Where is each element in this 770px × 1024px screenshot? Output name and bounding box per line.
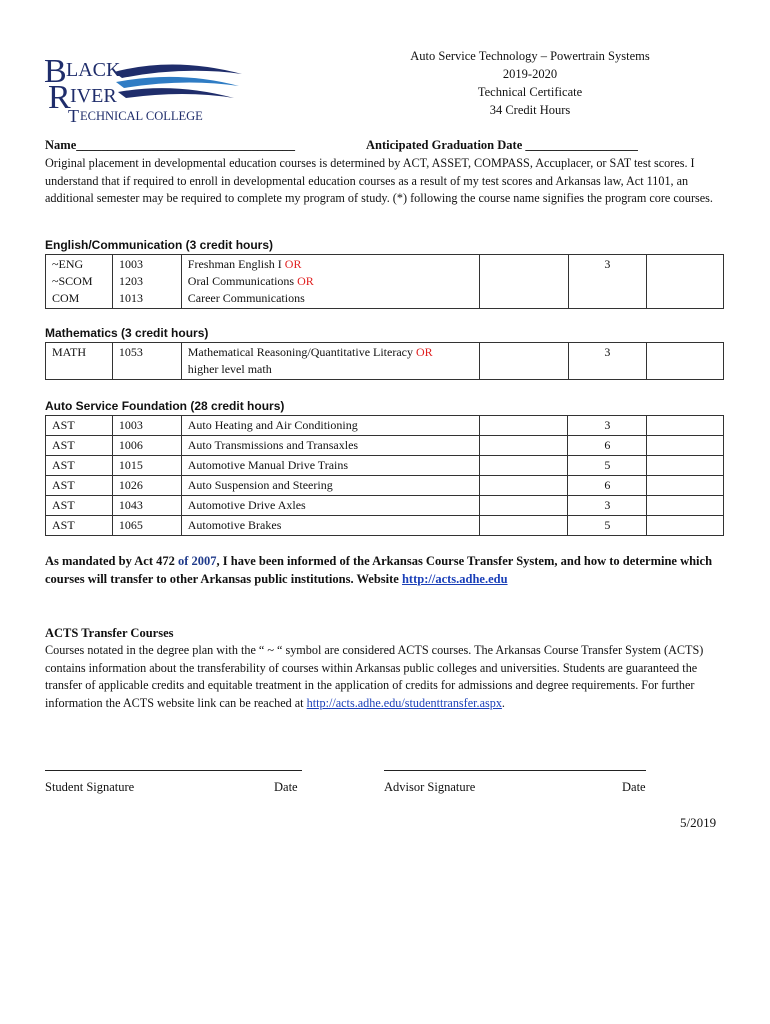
blank-cell [479, 476, 568, 496]
acts-transfer-link[interactable]: http://acts.adhe.edu/studenttransfer.aspx [306, 695, 502, 710]
course-credits: 5 [568, 456, 647, 476]
blank-cell [479, 255, 568, 309]
course-prefix: AST [46, 516, 113, 536]
name-field-label: Name___________________________________ [45, 138, 295, 152]
blank-cell [479, 516, 568, 536]
mandate-text-cont: , I have been informed of the Arkansas Course Transfer System, and how to determine which courses will transfer to other Arkansas public institutions. Website [45, 554, 713, 586]
course-prefix: AST [46, 416, 113, 436]
program-credential: Technical Certificate [477, 85, 583, 99]
course-title: Auto Transmissions and Transaxles [181, 436, 479, 456]
english-course-table [45, 254, 724, 309]
table-row [46, 343, 724, 380]
course-title: Freshman English I [187, 257, 282, 271]
math-course-table [45, 342, 724, 380]
table-row [46, 255, 724, 309]
course-title: Oral Communications [187, 274, 295, 288]
course-prefix: AST [46, 456, 113, 476]
course-title: Auto Suspension and Steering [181, 476, 479, 496]
credits-cell [568, 255, 647, 309]
course-credits: 3 [568, 416, 647, 436]
logo-black: LACK [66, 59, 121, 81]
course-title: Auto Heating and Air Conditioning [181, 416, 479, 436]
act-472-notice [45, 552, 735, 588]
auto-course-table [45, 415, 724, 536]
course-credits: 3 [568, 343, 647, 380]
grade-cell [647, 516, 724, 536]
or-marker: OR [284, 257, 302, 271]
course-number: 1003 [112, 416, 181, 436]
table-row [46, 456, 724, 476]
course-number: 1013 [118, 291, 143, 305]
advisor-signature-label: Advisor Signature [384, 780, 476, 794]
advisor-date-label: Date [622, 780, 646, 794]
logo-initial-t: T [68, 106, 79, 124]
course-prefix: AST [46, 496, 113, 516]
logo-initial-r: R [48, 79, 71, 116]
course-number-cell [112, 255, 181, 309]
student-signature-line [45, 770, 302, 771]
acts-paragraph [45, 642, 727, 712]
course-prefix: COM [52, 291, 80, 305]
course-number: 1003 [118, 257, 143, 271]
table-row [46, 516, 724, 536]
table-row [46, 416, 724, 436]
course-number: 1006 [112, 436, 181, 456]
acts-body-end: . [501, 695, 505, 710]
table-row [46, 496, 724, 516]
grade-cell [647, 496, 724, 516]
course-number: 1053 [112, 343, 181, 380]
blank-cell [479, 436, 568, 456]
course-prefix: AST [46, 436, 113, 456]
graduation-date-field-label: Anticipated Graduation Date __________________ [366, 138, 638, 152]
course-credits: 6 [568, 436, 647, 456]
logo-initial-b: B [44, 53, 67, 90]
course-prefix: ~ENG [52, 257, 84, 271]
english-section-heading: English/Communication (3 credit hours) [45, 238, 274, 252]
course-number: 1203 [118, 274, 143, 288]
acts-heading: ACTS Transfer Courses [45, 626, 174, 640]
table-row [46, 476, 724, 496]
logo-river: IVER [70, 85, 117, 107]
course-number: 1015 [112, 456, 181, 476]
logo-technical-college: ECHNICAL COLLEGE [80, 109, 203, 123]
placement-notice: Original placement in developmental education courses is determined by ACT, ASSET, COMPASS, Accuplacer, or SAT test scores. I understand that if required to enroll in developmental education courses as a result of my test scores and Arkansas law, Act 1101, an additional semester may be required to complete my program of study. (*) following the course name signifies the program core courses. [45, 156, 713, 205]
blank-cell [479, 496, 568, 516]
auto-section-heading: Auto Service Foundation (28 credit hours) [45, 399, 285, 413]
course-prefix: ~SCOM [52, 274, 93, 288]
course-title: Automotive Brakes [181, 516, 479, 536]
program-title: Auto Service Technology – Powertrain Systems [410, 49, 650, 63]
program-hours: 34 Credit Hours [489, 103, 571, 117]
mandate-text: As mandated by Act 472 [45, 554, 178, 568]
revision-date: 5/2019 [680, 815, 717, 830]
advisor-signature-line [384, 770, 646, 771]
course-number: 1043 [112, 496, 181, 516]
course-credits: 3 [604, 257, 611, 271]
course-title: Career Communications [187, 291, 305, 305]
course-prefix-cell [46, 255, 113, 309]
or-marker: OR [416, 345, 433, 359]
acts-body-text: Courses notated in the degree plan with the “ ~ “ symbol are considered ACTS courses. The Arkansas Course Transfer System (ACTS) contains information about the transferability of courses within Arkansas public colleges and universities. Students are guaranteed the transfer of applicable credits and equitable treatment in the application of credits for admissions and degree requirements. For further information the ACTS website link can be reached at [45, 643, 704, 710]
acts-website-link[interactable]: http://acts.adhe.edu [401, 572, 508, 586]
mandate-year: of 2007 [178, 554, 217, 568]
student-date-label: Date [274, 780, 298, 794]
grade-cell [647, 476, 724, 496]
course-credits: 5 [568, 516, 647, 536]
grade-cell [647, 416, 724, 436]
black-river-logo [44, 52, 244, 124]
table-row [46, 436, 724, 456]
blank-cell [479, 416, 568, 436]
course-number: 1065 [112, 516, 181, 536]
course-number: 1026 [112, 476, 181, 496]
course-title: Mathematical Reasoning/Quantitative Literacy [187, 345, 413, 359]
course-prefix: MATH [46, 343, 113, 380]
grade-cell [647, 343, 724, 380]
course-title: Automotive Drive Axles [181, 496, 479, 516]
course-credits: 6 [568, 476, 647, 496]
math-section-heading: Mathematics (3 credit hours) [45, 326, 209, 340]
course-title: Automotive Manual Drive Trains [181, 456, 479, 476]
course-title-alt: higher level math [187, 362, 272, 376]
course-credits: 3 [568, 496, 647, 516]
grade-cell [647, 456, 724, 476]
course-prefix: AST [46, 476, 113, 496]
program-years: 2019-2020 [502, 67, 558, 81]
grade-cell [647, 255, 724, 309]
student-signature-label: Student Signature [45, 780, 135, 794]
or-marker: OR [297, 274, 314, 288]
course-title-cell [181, 343, 479, 380]
blank-cell [479, 456, 568, 476]
blank-cell [479, 343, 568, 380]
logo-swoosh-icon [114, 64, 242, 98]
course-title-cell [181, 255, 479, 309]
grade-cell [647, 436, 724, 456]
